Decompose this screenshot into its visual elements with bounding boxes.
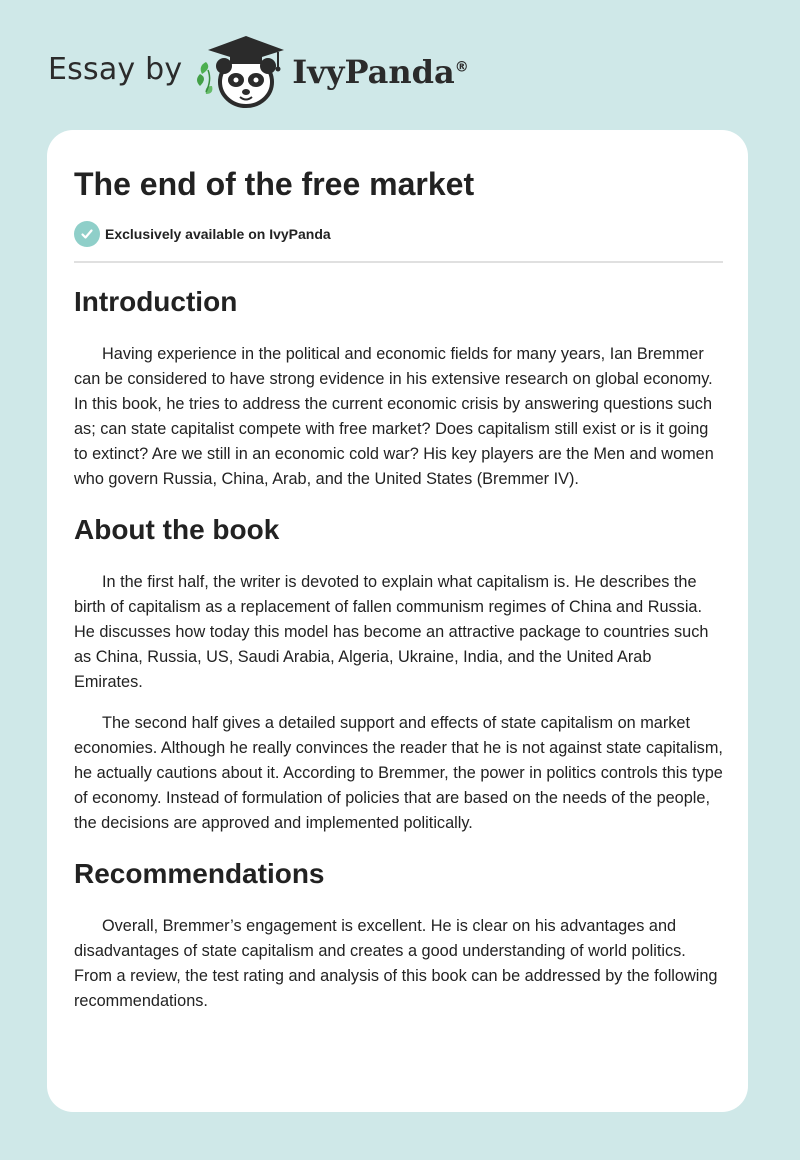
page-title: The end of the free market bbox=[74, 166, 475, 202]
section-introduction bbox=[74, 280, 724, 492]
section-recommendations bbox=[74, 852, 724, 1014]
registered-mark: ® bbox=[454, 59, 469, 76]
exclusive-label: Exclusively available on IvyPanda bbox=[105, 226, 331, 242]
essay-by-label: Essay by bbox=[48, 51, 183, 87]
site-header-logo[interactable] bbox=[48, 32, 469, 112]
essay-card bbox=[47, 130, 748, 1112]
exclusive-badge bbox=[74, 221, 331, 247]
section-heading: Recommendations bbox=[74, 858, 325, 889]
brand-name: IvyPanda® bbox=[292, 53, 469, 91]
section-about-the-book bbox=[74, 508, 724, 836]
check-circle-icon bbox=[74, 221, 100, 247]
panda-graduate-logo-icon bbox=[196, 34, 288, 110]
paragraph: Having experience in the political and economic fields for many years, Ian Bremmer can be considered to have strong evidence in his extensive research on global economy. In this book, he tries to address the current economic crisis by answering questions such as; can state capitalist compete with free market? Does capitalism still exist or is it going to extinct? Are we still in an economic cold war? His key players are the Men and women who govern Russia, China, Arab, and the United States (Bremmer IV). bbox=[74, 345, 714, 488]
essay-body bbox=[74, 280, 724, 1014]
section-heading: About the book bbox=[74, 514, 280, 545]
title-divider bbox=[74, 261, 723, 263]
paragraph: Overall, Bremmer’s engagement is excellent. He is clear on his advantages and disadvantages of state capitalism and creates a good understanding of world politics. From a review, the test rating and analysis of this book can be addressed by the following recommendations. bbox=[74, 917, 718, 1010]
paragraph: The second half gives a detailed support and effects of state capitalism on market economies. Although he really convinces the reader that he is not against state capitalism, he actually cautions about it. According to Bremmer, the power in politics controls this type of economy. Instead of formulation of policies that are based on the needs of the people, the decisions are approved and implemented politically. bbox=[74, 714, 723, 832]
paragraph: In the first half, the writer is devoted to explain what capitalism is. He describes the birth of capitalism as a replacement of fallen communism regimes of China and Russia. He discusses how today this model has become an attractive package to countries such as China, Russia, US, Saudi Arabia, Algeria, Ukraine, India, and the United Arab Emirates. bbox=[74, 573, 709, 691]
section-heading: Introduction bbox=[74, 286, 238, 317]
